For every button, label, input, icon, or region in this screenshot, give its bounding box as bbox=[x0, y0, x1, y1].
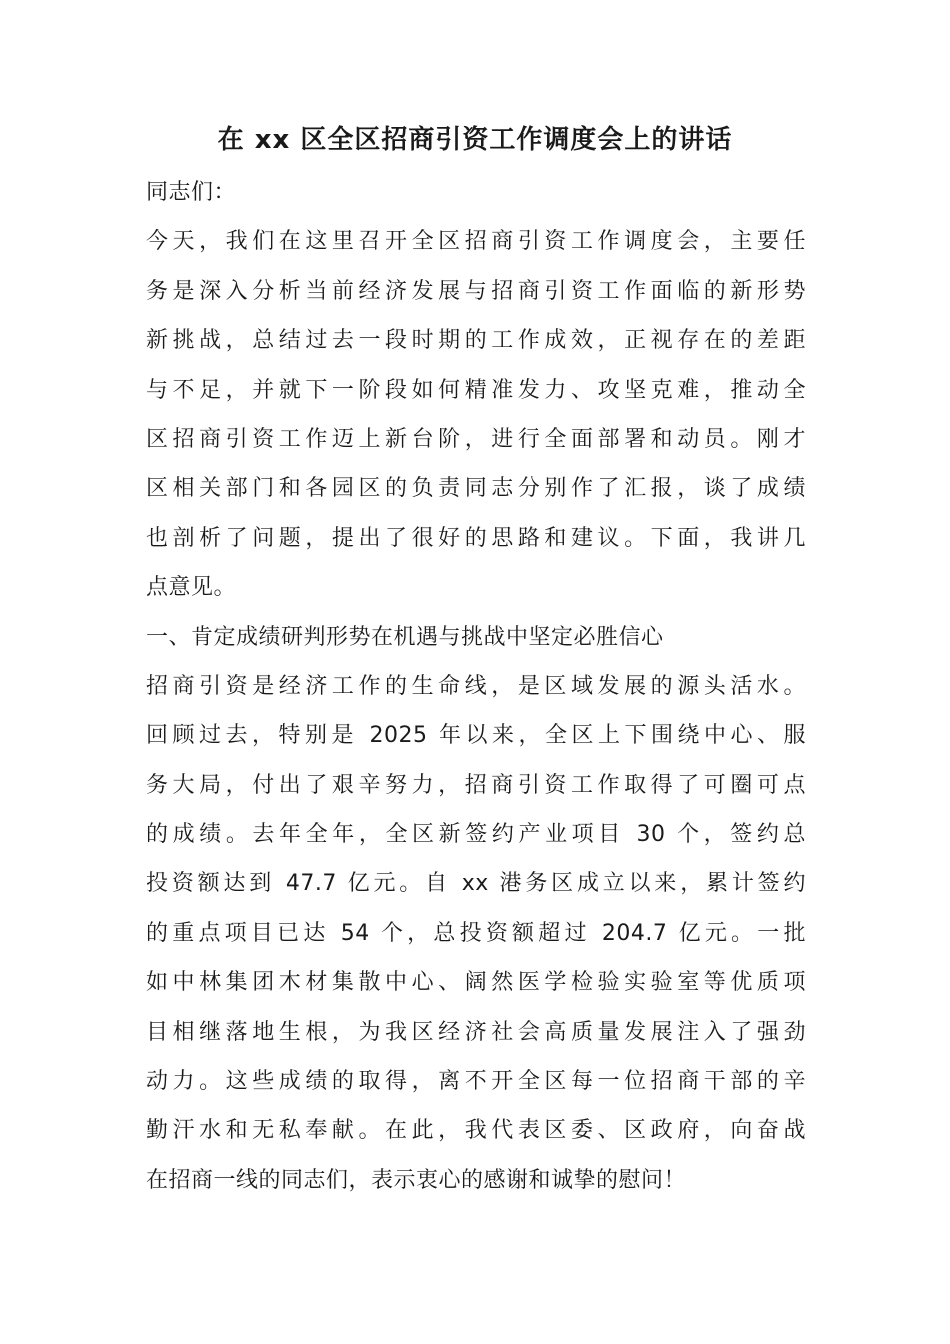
paragraph-line: 点意见。 bbox=[146, 575, 237, 601]
paragraph-line: 务大局，付出了艰辛努力，招商引资工作取得了可圈可点 bbox=[146, 772, 806, 798]
paragraph-line: 招商引资是经济工作的生命线，是区域发展的源头活水。 bbox=[146, 673, 806, 699]
paragraph-line: 如中林集团木材集散中心、阔然医学检验实验室等优质项 bbox=[146, 970, 806, 996]
paragraph-line: 与不足，并就下一阶段如何精准发力、攻坚克难，推动全 bbox=[146, 377, 806, 403]
paragraph-line: 回顾过去，特别是 2025 年以来，全区上下围绕中心、服 bbox=[146, 723, 806, 749]
paragraph-line: 在招商一线的同志们，表示衷心的感谢和诚挚的慰问！ bbox=[146, 1167, 687, 1193]
document-body bbox=[146, 168, 806, 1205]
document-title: 在 xx 区全区招商引资工作调度会上的讲话 bbox=[217, 125, 733, 155]
paragraph-line: 区招商引资工作迈上新台阶，进行全面部署和动员。刚才 bbox=[146, 426, 806, 452]
salutation-line: 同志们： bbox=[146, 180, 237, 205]
section-heading: 一、肯定成绩研判形势在机遇与挑战中坚定必胜信心 bbox=[146, 624, 664, 650]
paragraph-line: 新挑战，总结过去一段时期的工作成效，正视存在的差距 bbox=[146, 328, 806, 354]
paragraph-line: 的重点项目已达 54 个，总投资额超过 204.7 亿元。一批 bbox=[146, 920, 806, 946]
paragraph-line: 今天，我们在这里召开全区招商引资工作调度会，主要任 bbox=[146, 229, 806, 255]
paragraph-line: 的成绩。去年全年，全区新签约产业项目 30 个，签约总 bbox=[146, 822, 806, 848]
paragraph-line: 务是深入分析当前经济发展与招商引资工作面临的新形势 bbox=[146, 278, 806, 304]
paragraph-line: 也剖析了问题，提出了很好的思路和建议。下面，我讲几 bbox=[146, 525, 806, 551]
paragraph-line: 勤汗水和无私奉献。在此，我代表区委、区政府，向奋战 bbox=[146, 1118, 806, 1144]
paragraph-line: 目相继落地生根，为我区经济社会高质量发展注入了强劲 bbox=[146, 1019, 806, 1045]
paragraph-line: 投资额达到 47.7 亿元。自 xx 港务区成立以来，累计签约 bbox=[146, 871, 806, 897]
paragraph-line: 区相关部门和各园区的负责同志分别作了汇报，谈了成绩 bbox=[146, 476, 806, 502]
paragraph-line: 动力。这些成绩的取得，离不开全区每一位招商干部的辛 bbox=[146, 1069, 806, 1095]
